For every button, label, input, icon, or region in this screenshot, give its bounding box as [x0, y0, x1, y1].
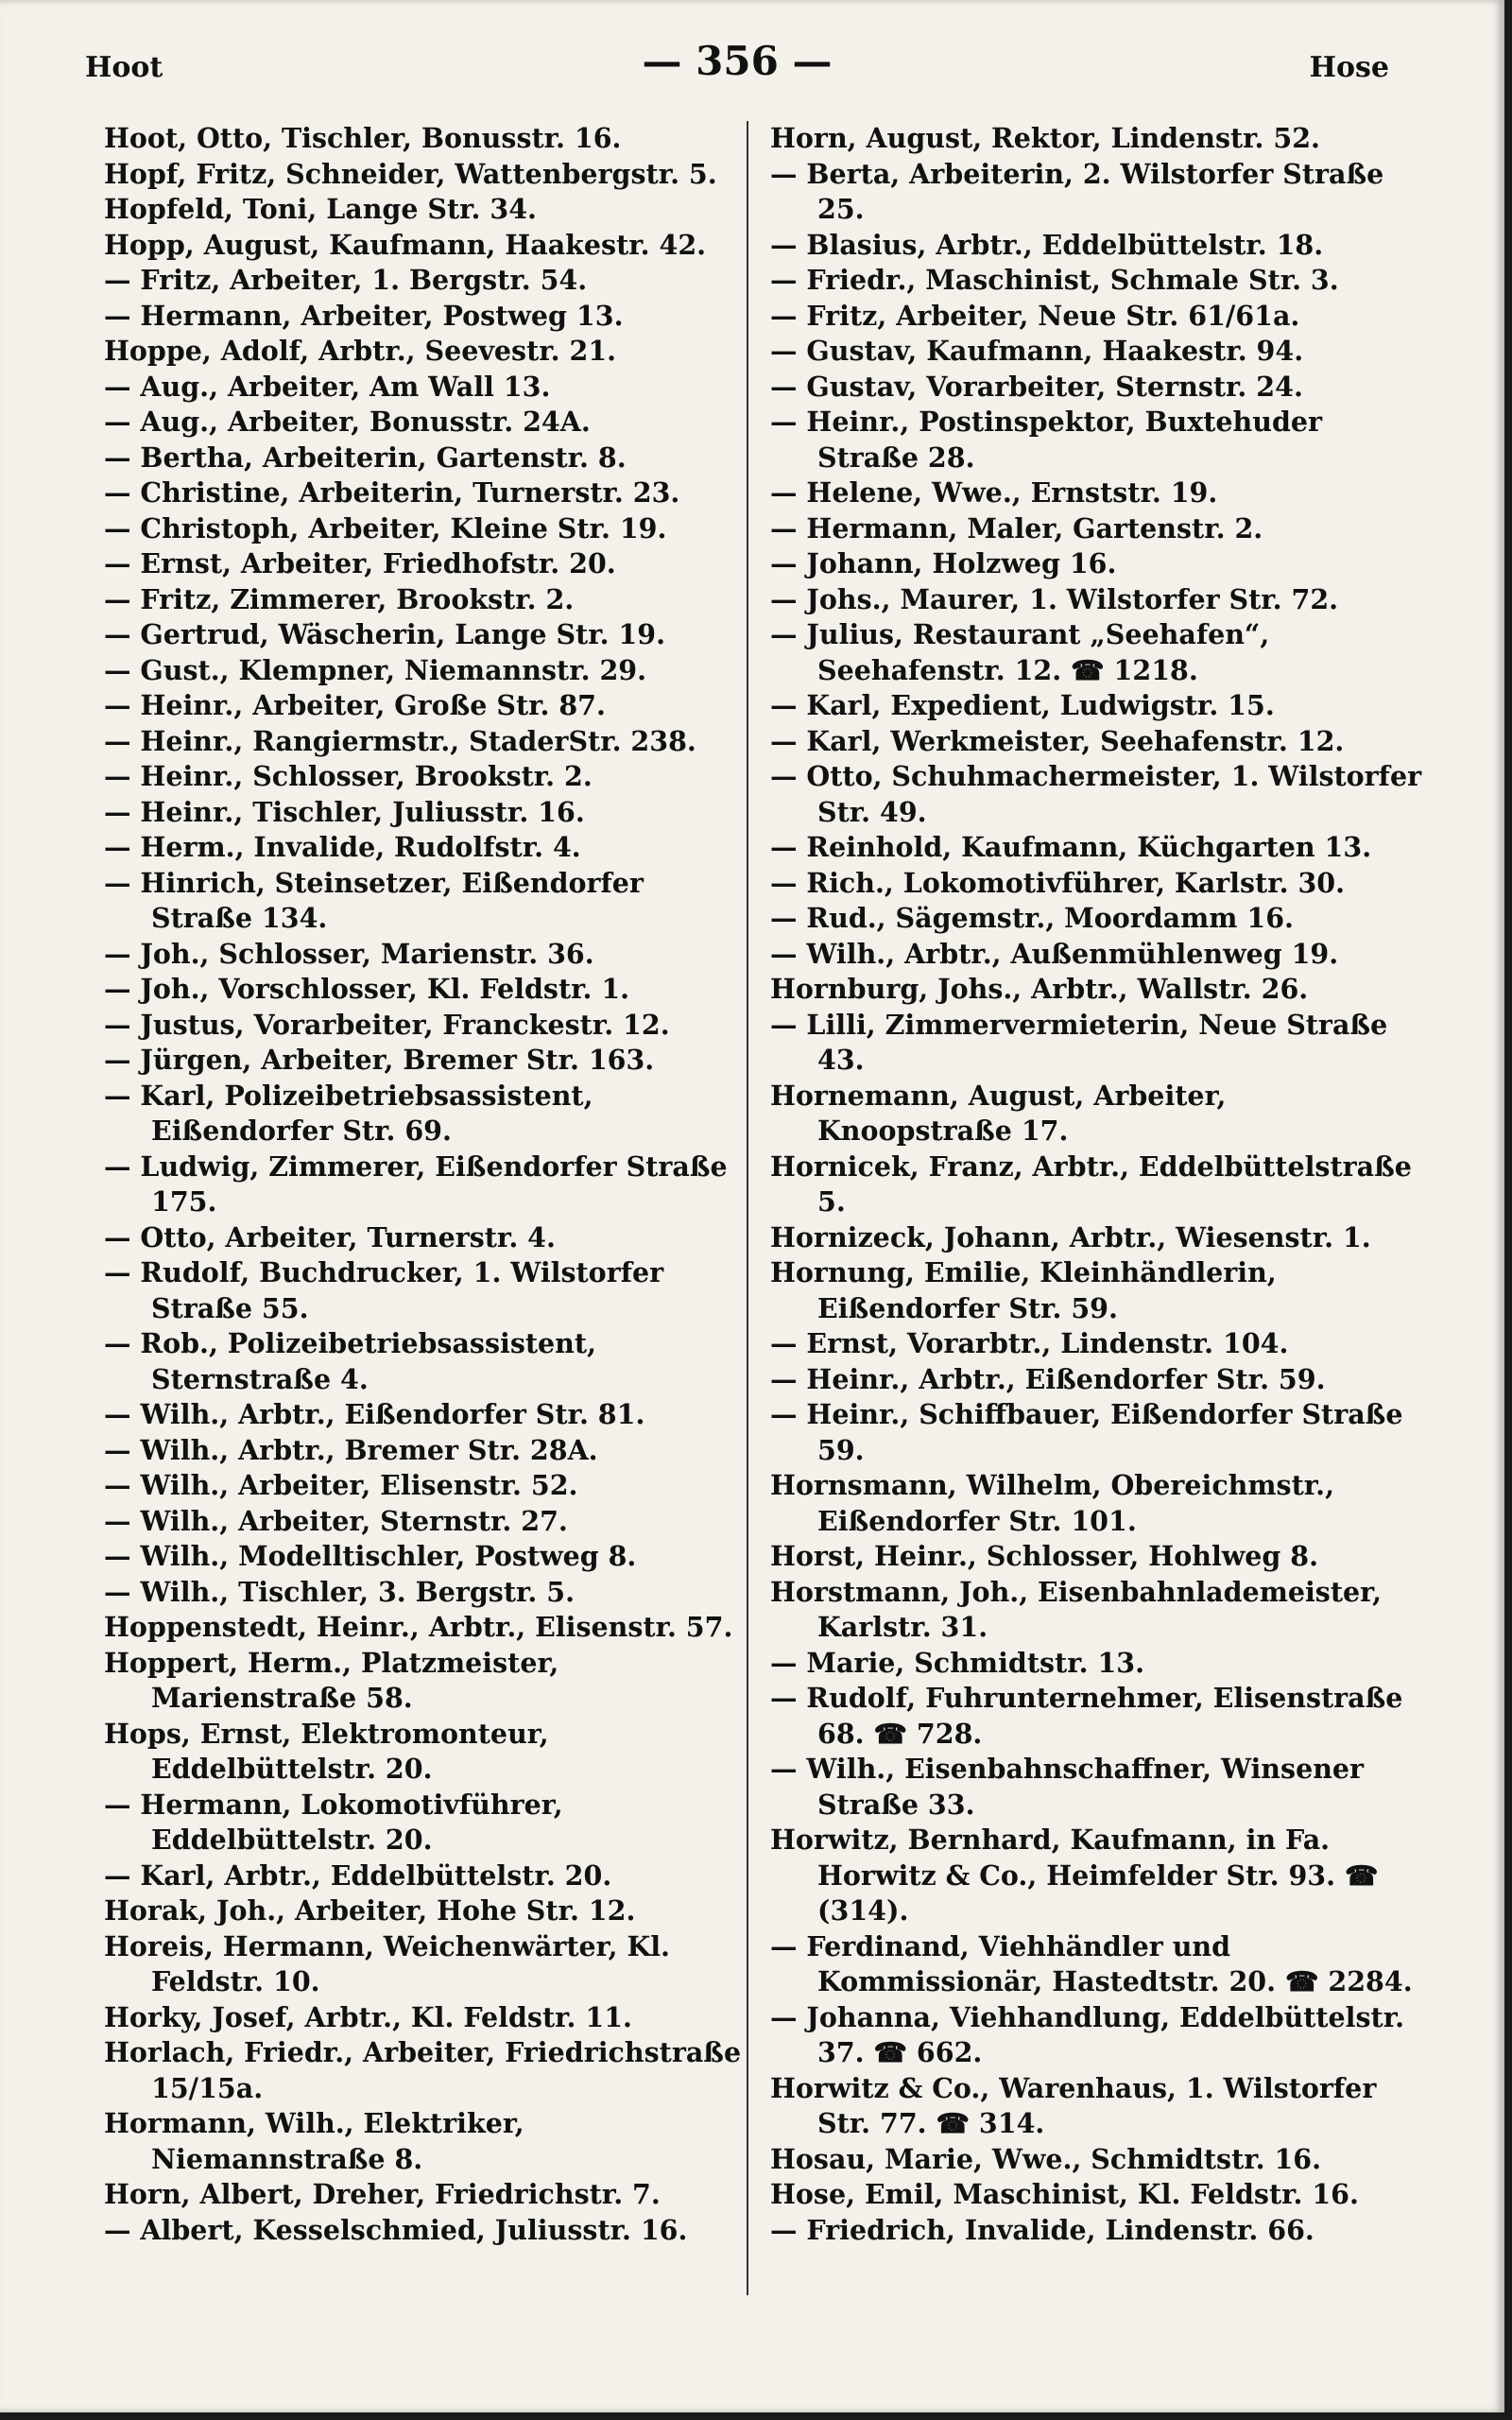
directory-entry: — Otto, Arbeiter, Turnerstr. 4. [104, 1220, 556, 1253]
directory-entry: Hose, Emil, Maschinist, Kl. Feldstr. 16. [770, 2178, 1359, 2210]
directory-entry: — Gustav, Vorarbeiter, Sternstr. 24. [770, 370, 1303, 403]
directory-entry: — Rob., Polizeibetriebsassistent, Sternstraße 4. [104, 1327, 596, 1395]
directory-entry: — Gustav, Kaufmann, Haakestr. 94. [770, 335, 1304, 367]
directory-entry: — Julius, Restaurant „Seehafen“, Seehafenstr. 12. ☎ 1218. [770, 618, 1270, 686]
directory-entry: Horstmann, Joh., Eisenbahnlademeister, Karlstr. 31. [770, 1575, 1383, 1643]
header-right-catchword: Hose [1309, 51, 1389, 84]
column-divider [747, 121, 748, 2295]
directory-entry: — Jürgen, Arbeiter, Bremer Str. 163. [104, 1044, 655, 1076]
directory-entry: — Blasius, Arbtr., Eddelbüttelstr. 18. [770, 228, 1324, 261]
directory-entry: — Wilh., Eisenbahnschaffner, Winsener Straße 33. [770, 1753, 1365, 1821]
directory-entry: Hornburg, Johs., Arbtr., Wallstr. 26. [770, 973, 1309, 1005]
directory-entry: — Heinr., Postinspektor, Buxtehuder Straße 28. [770, 406, 1323, 474]
directory-entry: — Wilh., Tischler, 3. Bergstr. 5. [104, 1575, 576, 1608]
directory-entry: Hornemann, August, Arbeiter, Knoopstraße 17. [770, 1079, 1227, 1147]
directory-entry: — Wilh., Arbeiter, Elisenstr. 52. [104, 1469, 578, 1501]
directory-entry: — Ernst, Arbeiter, Friedhofstr. 20. [104, 547, 616, 579]
directory-entry: Hornsmann, Wilhelm, Obereichmstr., Eißendorfer Str. 101. [770, 1469, 1335, 1537]
directory-entry: — Herm., Invalide, Rudolfstr. 4. [104, 831, 581, 863]
directory-entry: — Heinr., Rangiermstr., StaderStr. 238. [104, 724, 696, 757]
directory-entry: Horak, Joh., Arbeiter, Hohe Str. 12. [104, 1894, 636, 1927]
directory-entry: — Karl, Polizeibetriebsassistent, Eißendorfer Str. 69. [104, 1079, 593, 1147]
directory-entry: — Ludwig, Zimmerer, Eißendorfer Straße 175. [104, 1150, 728, 1218]
directory-entry: — Reinhold, Kaufmann, Küchgarten 13. [770, 831, 1372, 863]
directory-entry: — Heinr., Arbeiter, Große Str. 87. [104, 689, 606, 721]
directory-entry: — Christoph, Arbeiter, Kleine Str. 19. [104, 511, 667, 544]
directory-entry: — Friedr., Maschinist, Schmale Str. 3. [770, 264, 1339, 296]
right-column [770, 121, 1422, 2248]
directory-entry: — Karl, Arbtr., Eddelbüttelstr. 20. [104, 1858, 612, 1892]
directory-entry: Horwitz, Bernhard, Kaufmann, in Fa. Horwitz & Co., Heimfelder Str. 93. ☎ (314). [770, 1824, 1379, 1927]
directory-entry: — Rudolf, Fuhrunternehmer, Elisenstraße 68. ☎ 728. [770, 1682, 1403, 1750]
directory-entry: Hopf, Fritz, Schneider, Wattenbergstr. 5. [104, 157, 717, 190]
directory-entry: — Johs., Maurer, 1. Wilstorfer Str. 72. [770, 582, 1339, 615]
header-left-catchword: Hoot [85, 51, 163, 84]
directory-entry: Horn, August, Rektor, Lindenstr. 52. [770, 122, 1320, 154]
directory-entry: — Joh., Vorschlosser, Kl. Feldstr. 1. [104, 973, 630, 1005]
directory-entry: — Hinrich, Steinsetzer, Eißendorfer Straße 134. [104, 866, 644, 934]
directory-entry: Horst, Heinr., Schlosser, Hohlweg 8. [770, 1540, 1319, 1572]
directory-entry: — Joh., Schlosser, Marienstr. 36. [104, 937, 594, 970]
directory-entry: — Wilh., Arbeiter, Sternstr. 27. [104, 1504, 568, 1537]
directory-entry: — Karl, Werkmeister, Seehafenstr. 12. [770, 724, 1345, 757]
page-number: — 356 — [642, 38, 833, 84]
directory-entry: Hoppert, Herm., Platzmeister, Marienstraße 58. [104, 1646, 559, 1714]
left-column [104, 121, 747, 2248]
directory-entry: Hopfeld, Toni, Lange Str. 34. [104, 193, 537, 225]
directory-entry: — Gertrud, Wäscherin, Lange Str. 19. [104, 618, 666, 650]
directory-entry: — Heinr., Tischler, Juliusstr. 16. [104, 795, 585, 828]
directory-entry: — Marie, Schmidtstr. 13. [770, 1646, 1145, 1679]
directory-entry: Horeis, Hermann, Weichenwärter, Kl. Feldstr. 10. [104, 1929, 670, 1997]
directory-entry: — Rich., Lokomotivführer, Karlstr. 30. [770, 866, 1346, 899]
directory-entry: — Fritz, Zimmerer, Brookstr. 2. [104, 582, 575, 615]
directory-entry: Hoot, Otto, Tischler, Bonusstr. 16. [104, 122, 622, 154]
directory-entry: — Hermann, Maler, Gartenstr. 2. [770, 511, 1263, 544]
directory-entry: — Johann, Holzweg 16. [770, 547, 1117, 579]
directory-entry: — Justus, Vorarbeiter, Franckestr. 12. [104, 1008, 670, 1041]
directory-entry: — Aug., Arbeiter, Am Wall 13. [104, 370, 551, 403]
directory-entry: — Lilli, Zimmervermieterin, Neue Straße 43. [770, 1008, 1388, 1076]
directory-entry: Hornizeck, Johann, Arbtr., Wiesenstr. 1. [770, 1220, 1371, 1253]
directory-entry: — Wilh., Arbtr., Außenmühlenweg 19. [770, 937, 1339, 970]
directory-entry: Hosau, Marie, Wwe., Schmidtstr. 16. [770, 2142, 1322, 2175]
directory-entry: — Wilh., Modelltischler, Postweg 8. [104, 1540, 637, 1572]
directory-entry: Hops, Ernst, Elektromonteur, Eddelbüttelstr. 20. [104, 1717, 549, 1785]
directory-entry: — Bertha, Arbeiterin, Gartenstr. 8. [104, 441, 627, 474]
directory-entry: — Ferdinand, Viehhändler und Kommissionär, Hastedtstr. 20. ☎ 2284. [770, 1929, 1413, 1997]
directory-entry: Hornung, Emilie, Kleinhändlerin, Eißendorfer Str. 59. [770, 1256, 1277, 1324]
directory-entry: — Fritz, Arbeiter, Neue Str. 61/61a. [770, 299, 1300, 332]
directory-entry: Hornicek, Franz, Arbtr., Eddelbüttelstraße 5. [770, 1150, 1412, 1218]
page-header [85, 38, 1389, 95]
directory-entry: — Fritz, Arbeiter, 1. Bergstr. 54. [104, 264, 588, 296]
directory-entry: — Rud., Sägemstr., Moordamm 16. [770, 902, 1294, 934]
directory-entry: — Berta, Arbeiterin, 2. Wilstorfer Straße 25. [770, 157, 1384, 225]
directory-entry: Horky, Josef, Arbtr., Kl. Feldstr. 11. [104, 2000, 632, 2033]
directory-entry: — Wilh., Arbtr., Eißendorfer Str. 81. [104, 1398, 645, 1430]
directory-entry: — Karl, Expedient, Ludwigstr. 15. [770, 689, 1275, 721]
directory-entry: Hopp, August, Kaufmann, Haakestr. 42. [104, 228, 707, 261]
directory-entry: — Gust., Klempner, Niemannstr. 29. [104, 653, 647, 686]
directory-entry: Hoppe, Adolf, Arbtr., Seevestr. 21. [104, 335, 617, 367]
directory-entry: — Helene, Wwe., Ernststr. 19. [770, 476, 1218, 509]
directory-entry: Hormann, Wilh., Elektriker, Niemannstraße 8. [104, 2107, 524, 2175]
directory-entry: — Albert, Kesselschmied, Juliusstr. 16. [104, 2213, 688, 2246]
directory-entry: — Johanna, Viehhandlung, Eddelbüttelstr. 37. ☎ 662. [770, 2000, 1405, 2068]
directory-entry: — Heinr., Schiffbauer, Eißendorfer Straße 59. [770, 1398, 1403, 1466]
directory-entry: — Aug., Arbeiter, Bonusstr. 24A. [104, 406, 591, 438]
directory-entry: — Rudolf, Buchdrucker, 1. Wilstorfer Straße 55. [104, 1256, 664, 1324]
directory-entry: — Hermann, Lokomotivführer, Eddelbüttelstr. 20. [104, 1788, 563, 1856]
directory-entry: Horn, Albert, Dreher, Friedrichstr. 7. [104, 2178, 661, 2210]
directory-entry: Hoppenstedt, Heinr., Arbtr., Elisenstr. 57. [104, 1611, 733, 1643]
directory-entry: — Heinr., Arbtr., Eißendorfer Str. 59. [770, 1362, 1326, 1395]
directory-entry: Horlach, Friedr., Arbeiter, Friedrichstraße 15/15a. [104, 2036, 742, 2104]
directory-entry: — Hermann, Arbeiter, Postweg 13. [104, 299, 624, 332]
directory-entry: Horwitz & Co., Warenhaus, 1. Wilstorfer Str. 77. ☎ 314. [770, 2071, 1377, 2139]
directory-entry: — Christine, Arbeiterin, Turnerstr. 23. [104, 476, 680, 509]
directory-entry: — Otto, Schuhmachermeister, 1. Wilstorfer Str. 49. [770, 760, 1422, 828]
directory-entry: — Wilh., Arbtr., Bremer Str. 28A. [104, 1433, 598, 1466]
directory-entry: — Heinr., Schlosser, Brookstr. 2. [104, 760, 593, 792]
directory-entry: — Ernst, Vorarbtr., Lindenstr. 104. [770, 1327, 1289, 1359]
directory-entry: — Friedrich, Invalide, Lindenstr. 66. [770, 2213, 1314, 2246]
